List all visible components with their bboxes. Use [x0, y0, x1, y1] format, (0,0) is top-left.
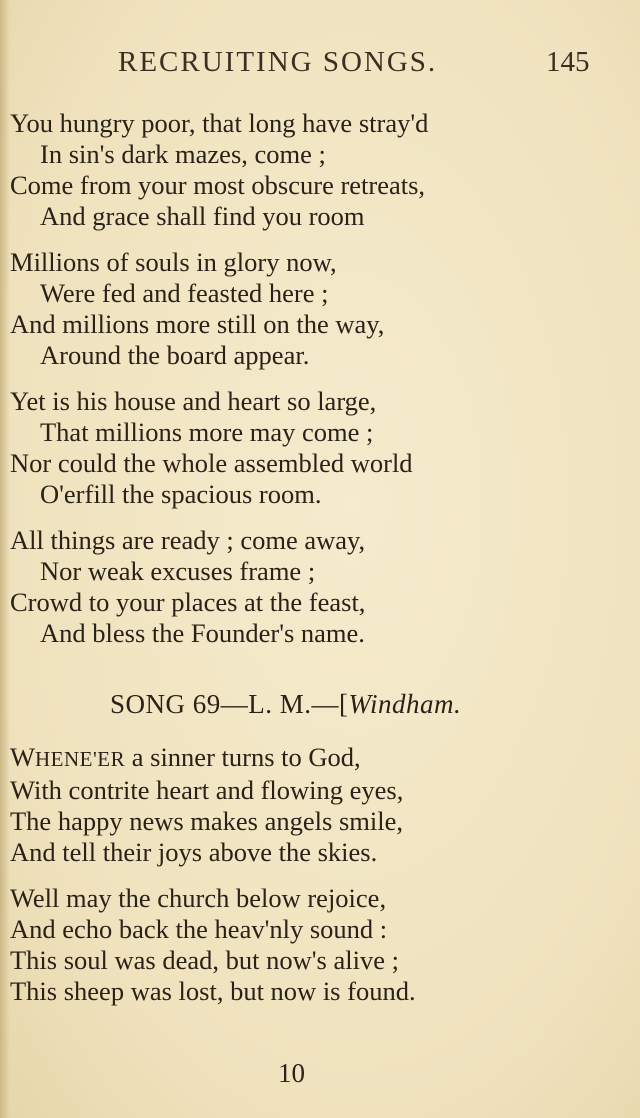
verse-line [10, 742, 630, 775]
verse-line: This sheep was lost, but now is found. [10, 976, 416, 1006]
verse-line: Were fed and feasted here ; [40, 278, 329, 308]
verse-line: And millions more still on the way, [10, 309, 385, 339]
page-gutter [0, 0, 10, 1118]
stanza [10, 247, 630, 371]
verse-line: With contrite heart and flowing eyes, [10, 775, 404, 805]
verse-line: And bless the Founder's name. [40, 618, 365, 648]
verse-line: Come from your most obscure retreats, [10, 170, 426, 200]
verse-line: Nor weak excuses frame ; [40, 556, 316, 586]
song-number: SONG 69—L. M.—[ [110, 689, 349, 719]
verse-line: Crowd to your places at the feast, [10, 587, 366, 617]
drop-initial: W [10, 742, 36, 772]
stanza [10, 742, 630, 868]
running-head: RECRUITING SONGS. [118, 46, 438, 78]
verse-line: That millions more may come ; [40, 417, 374, 447]
tune-name: Windham. [348, 689, 462, 719]
stanza [10, 386, 630, 510]
verse-line-rest: a sinner turns to God, [125, 742, 361, 772]
verse-line: And tell their joys above the skies. [10, 837, 378, 867]
verse-line: Well may the church below rejoice, [10, 883, 387, 913]
song-heading [10, 689, 630, 720]
verse-line: All things are ready ; come away, [10, 525, 366, 555]
signature-mark: 10 [278, 1058, 305, 1088]
verse-line: Millions of souls in glory now, [10, 247, 337, 277]
stanza [10, 525, 630, 649]
stanza [10, 883, 630, 1007]
verse-line: The happy news makes angels smile, [10, 806, 403, 836]
verse-line: And echo back the heav'nly sound : [10, 914, 388, 944]
verse-line: O'erfill the spacious room. [40, 479, 322, 509]
verse-line: Yet is his house and heart so large, [10, 386, 377, 416]
small-caps-word: HENE'ER [35, 747, 126, 771]
verse-line: Nor could the whole assembled world [10, 448, 413, 478]
verse-line: And grace shall find you room [40, 201, 365, 231]
page-number: 145 [546, 46, 590, 78]
verse-line: Around the board appear. [40, 340, 310, 370]
stanza [10, 108, 630, 232]
verse-line: In sin's dark mazes, come ; [40, 139, 326, 169]
poem-text [10, 108, 630, 1022]
verse-line: This soul was dead, but now's alive ; [10, 945, 399, 975]
verse-line: You hungry poor, that long have stray'd [10, 108, 429, 138]
